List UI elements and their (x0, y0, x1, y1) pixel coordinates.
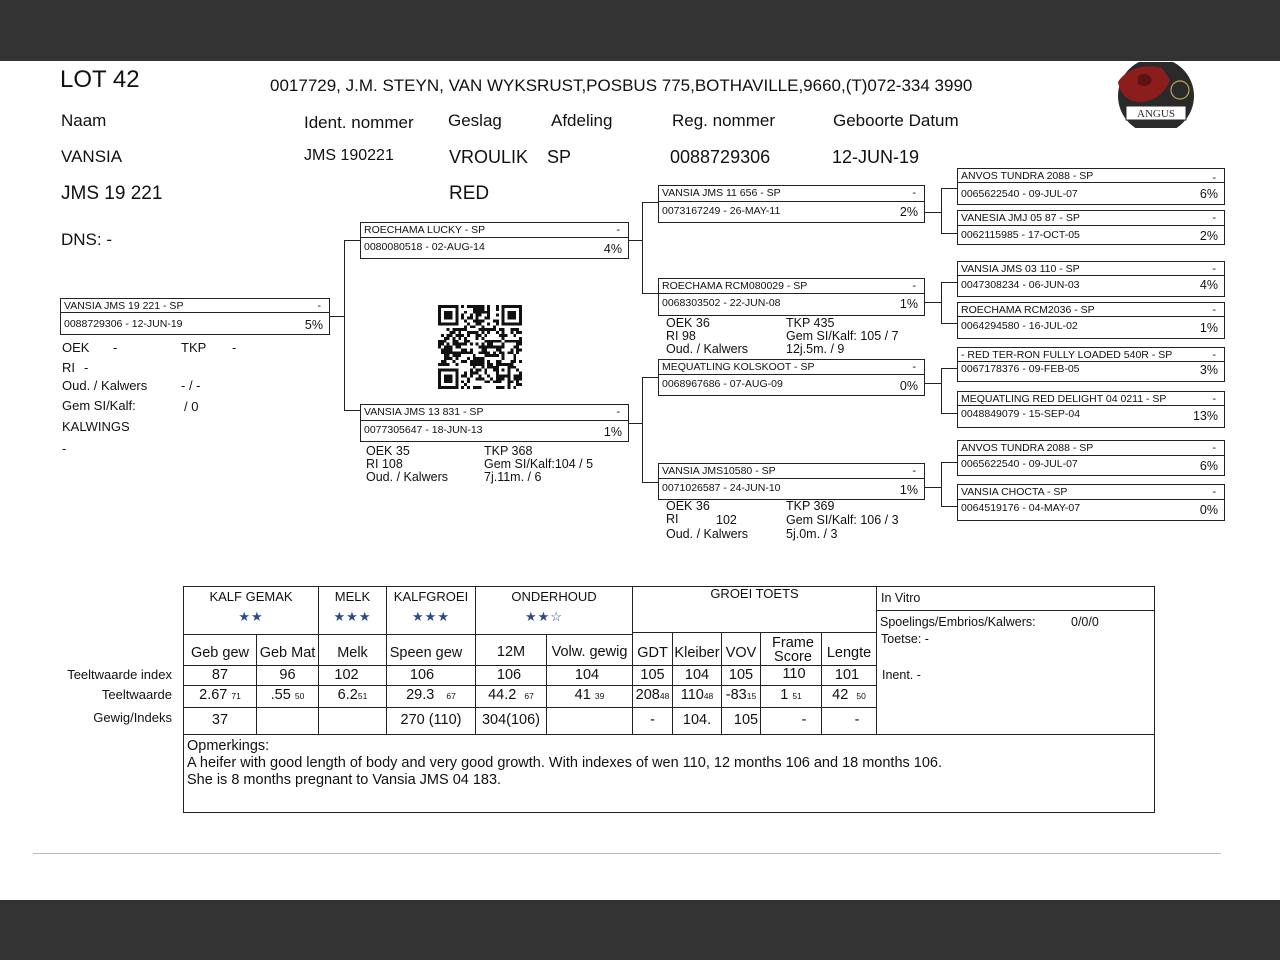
animal-birth: 12-JUN-19 (832, 147, 920, 167)
group-melk: MELK (334, 589, 371, 604)
row-label-teeltwaarde: Teeltwaarde (101, 687, 172, 702)
gp-name: MEQUATLING KOLSKOOT - SP (662, 361, 815, 373)
sire-dash: - (616, 224, 620, 236)
dam-gem: Gem SI/Kalf:104 / 5 (484, 457, 594, 471)
index-cell: 104 (684, 667, 710, 683)
index-cell: 101 (834, 667, 860, 683)
dam-box (360, 404, 629, 442)
gp4-tkp: TKP 369 (786, 499, 835, 513)
animal-reg: 0088729306 (670, 147, 771, 167)
animal-name: VANSIA (61, 147, 123, 166)
subject-ri: - (84, 360, 89, 375)
subject-gem: / 0 (184, 399, 199, 414)
great-grandparent-box (957, 440, 1225, 476)
ggp-name: VANSIA CHOCTA - SP (961, 486, 1068, 498)
ggp-reg: 0064294580 - 16-JUL-02 (961, 320, 1078, 332)
ggp-pct: 4% (1199, 278, 1218, 292)
weight-cell: 105 (733, 712, 759, 728)
footer-divider (33, 853, 1221, 854)
toetse: Toetse: - (881, 632, 929, 646)
bottom-bar (0, 900, 1280, 960)
grandparent-box (658, 463, 925, 500)
stars-onderhoud: ★★☆ (525, 609, 563, 624)
dam-pct: 1% (603, 425, 622, 439)
group-groei-toets: GROEI TOETS (710, 586, 799, 601)
tw-cell: 20848 (635, 687, 670, 703)
subject-gem-label: Gem SI/Kalf: (62, 398, 136, 413)
col-gdt: GDT (637, 645, 668, 661)
subject-oud-label: Oud. / Kalwers (62, 378, 148, 393)
group-kalf-gemak: KALF GEMAK (209, 589, 293, 604)
tw-cell: 29.3 67 (406, 687, 456, 703)
gp-name: VANSIA JMS10580 - SP (662, 465, 776, 477)
stars-melk: ★★★ (333, 609, 372, 624)
index-cell: 104 (574, 667, 600, 683)
logo-text: ANGUS (1137, 108, 1175, 120)
ggp-reg: 0047308234 - 06-JUN-03 (961, 279, 1080, 291)
col-speen-gew: Speen gew (389, 645, 463, 661)
gp-reg: 0068303502 - 22-JUN-08 (662, 297, 781, 309)
subject-name: VANSIA JMS 19 221 - SP (64, 300, 184, 312)
subject-oek-label: OEK (62, 340, 90, 355)
subject-box (60, 298, 330, 335)
gp2-oud-label: Oud. / Kalwers (666, 342, 748, 356)
remarks-line-2: She is 8 months pregnant to Vansia JMS 04 183. (187, 772, 502, 788)
ggp-name: ANVOS TUNDRA 2088 - SP (961, 170, 1094, 182)
gp2-gem: Gem SI/Kalf: 105 / 7 (786, 329, 899, 343)
grandparent-box (658, 185, 925, 223)
grandparent-box (658, 278, 925, 316)
row-label-gewig: Gewig/Indeks (93, 710, 172, 725)
gp2-tkp: TKP 435 (786, 316, 835, 330)
ggp-reg: 0064519176 - 04-MAY-07 (961, 502, 1081, 514)
ggp-dash: - (1212, 349, 1216, 361)
great-grandparent-box (957, 210, 1225, 245)
gp2-oud: 12j.5m. / 9 (786, 342, 845, 356)
gp4-ri-label: RI (666, 512, 679, 526)
col-lengte: Lengte (826, 645, 872, 661)
gp4-oud-label: Oud. / Kalwers (666, 527, 748, 541)
owner-info: 0017729, J.M. STEYN, VAN WYKSRUST,POSBUS 775,BOTHAVILLE,9660,(T)072-334 3990 (270, 76, 973, 95)
gp4-gem: Gem SI/Kalf: 106 / 3 (786, 513, 899, 527)
stars-kalf-gemak: ★★ (238, 609, 264, 624)
gp2-ri: RI 98 (666, 329, 696, 343)
label-reg: Reg. nommer (672, 111, 775, 130)
tw-cell: 6.251 (337, 687, 368, 703)
dns: DNS: - (61, 230, 112, 249)
great-grandparent-box (957, 347, 1225, 382)
gp4-oud: 5j.0m. / 3 (786, 527, 838, 541)
weight-cell: 270 (110) (400, 712, 462, 728)
ggp-name: MEQUATLING RED DELIGHT 04 0211 - SP (961, 393, 1167, 405)
ggp-pct: 6% (1199, 459, 1218, 473)
remarks (187, 738, 942, 789)
weight-cell: - (650, 712, 655, 728)
ggp-pct: 0% (1199, 503, 1218, 517)
gp-reg: 0071026587 - 24-JUN-10 (662, 482, 781, 494)
sire-name: ROECHAMA LUCKY - SP (364, 224, 486, 236)
spoelings-value: 0/0/0 (1071, 615, 1099, 629)
qr-code (436, 305, 524, 389)
ggp-dash: - (1212, 172, 1216, 184)
dam-reg: 0077305647 - 18-JUN-13 (364, 424, 483, 436)
col-volw-gewig: Volw. gewig (551, 644, 628, 660)
col-geb-mat: Geb Mat (259, 645, 316, 661)
gp-pct: 1% (899, 297, 918, 311)
subject-tkp-label: TKP (181, 340, 207, 355)
subject-kalwings-label: KALWINGS (62, 419, 130, 434)
group-onderhoud: ONDERHOUD (511, 589, 597, 604)
ggp-reg: 0065622540 - 09-JUL-07 (961, 458, 1078, 470)
gp4-oek: OEK 36 (666, 499, 710, 513)
gp-name: ROECHAMA RCM080029 - SP (662, 280, 808, 292)
index-cell: 87 (211, 667, 229, 683)
great-grandparent-box (957, 302, 1225, 339)
animal-ident: JMS 190221 (304, 147, 394, 164)
group-kalfgroei: KALFGROEI (393, 589, 469, 604)
spoelings-label: Spoelings/Embrios/Kalwers: (880, 615, 1036, 629)
animal-sex: VROULIK (449, 147, 529, 167)
label-geboorte: Geboorte Datum (833, 111, 959, 130)
tw-cell: 44.2 67 (488, 687, 534, 703)
weight-cell: - (801, 712, 807, 728)
tw-cell: .55 50 (270, 687, 305, 703)
gp-pct: 0% (899, 379, 918, 393)
ggp-pct: 13% (1192, 409, 1218, 423)
tw-cell: 11048 (680, 687, 714, 703)
ggp-dash: - (1212, 263, 1216, 275)
tw-cell: 1 51 (780, 687, 802, 703)
label-geslag: Geslag (448, 111, 502, 130)
col-vov: VOV (725, 645, 757, 661)
col-12m: 12M (496, 644, 526, 660)
index-cell: 105 (640, 667, 665, 683)
ggp-dash: - (1212, 212, 1216, 224)
ggp-name: - RED TER-RON FULLY LOADED 540R - SP (961, 349, 1173, 361)
gp4-ri: 102 (716, 513, 737, 527)
dam-ri: RI 108 (366, 457, 403, 471)
weight-cell: 304(106) (481, 712, 541, 728)
index-cell: 96 (279, 667, 296, 683)
tw-cell: 42 50 (832, 687, 866, 703)
sire-reg: 0080080518 - 02-AUG-14 (364, 241, 485, 253)
label-naam: Naam (61, 111, 107, 130)
inent: Inent. - (882, 668, 921, 682)
ggp-dash: - (1212, 304, 1216, 316)
stars-kalfgroei: ★★★ (412, 609, 450, 624)
weight-cell: 104. (682, 712, 712, 728)
dam-tkp: TKP 368 (484, 444, 533, 458)
ggp-pct: 6% (1199, 187, 1218, 201)
dam-oud-label: Oud. / Kalwers (366, 470, 448, 484)
index-cell: 106 (496, 667, 522, 683)
lot-number: LOT 42 (60, 66, 140, 93)
animal-tag: JMS 19 221 (61, 183, 163, 204)
ggp-dash: - (1212, 486, 1216, 498)
weight-cell: - (854, 712, 860, 728)
great-grandparent-box (957, 168, 1225, 205)
ggp-reg: 0062115985 - 17-OCT-05 (961, 229, 1080, 241)
gp-dash: - (912, 280, 916, 292)
ggp-name: VANESIA JMJ 05 87 - SP (961, 212, 1080, 224)
gp-pct: 1% (899, 483, 918, 497)
subject-kalwings: - (62, 441, 67, 456)
subject-ri-label: RI (62, 360, 75, 375)
tw-cell: -8315 (725, 687, 757, 703)
sire-box (360, 222, 629, 259)
col-melk: Melk (337, 645, 368, 661)
gp-pct: 2% (899, 205, 918, 219)
ggp-pct: 2% (1199, 229, 1218, 243)
sire-pct: 4% (603, 242, 622, 256)
col-kleiber: Kleiber (674, 645, 720, 661)
great-grandparent-box (957, 261, 1225, 297)
ggp-reg: 0065622540 - 09-JUL-07 (961, 188, 1078, 200)
ggp-name: ANVOS TUNDRA 2088 - SP (961, 442, 1094, 454)
ggp-pct: 1% (1199, 321, 1218, 335)
remarks-title: Opmerkings: (187, 738, 270, 754)
animal-colour: RED (449, 183, 490, 204)
ggp-reg: 0048849079 - 15-SEP-04 (961, 408, 1081, 420)
ggp-name: VANSIA JMS 03 110 - SP (961, 263, 1080, 275)
col-geb-gew: Geb gew (190, 645, 250, 661)
label-afdeling: Afdeling (551, 111, 613, 130)
top-bar (0, 0, 1280, 61)
subject-tkp: - (232, 340, 237, 355)
grandparent-box (658, 359, 925, 396)
ggp-pct: 3% (1199, 363, 1218, 377)
remarks-line-1: A heifer with good length of body and very good growth. With indexes of wen 110, 12 months 106 and 18 months 106. (187, 755, 943, 771)
dam-dash: - (616, 406, 620, 418)
dam-name: VANSIA JMS 13 831 - SP (364, 406, 484, 418)
gp-dash: - (912, 465, 916, 477)
tw-cell: 41 39 (574, 687, 605, 703)
gp-dash: - (912, 361, 916, 373)
ggp-dash: - (1212, 393, 1216, 405)
index-cell: 102 (334, 667, 359, 683)
label-ident: Ident. nommer (304, 113, 414, 132)
subject-dash: - (317, 300, 321, 312)
dam-oud: 7j.11m. / 6 (484, 470, 542, 484)
gp-reg: 0073167249 - 26-MAY-11 (662, 205, 781, 217)
col-frame-score: Frame Score (772, 635, 814, 665)
gp2-oek: OEK 36 (666, 316, 710, 330)
dam-oek: OEK 35 (366, 444, 410, 458)
weight-cell: 37 (211, 712, 229, 728)
gp-name: VANSIA JMS 11 656 - SP (662, 187, 781, 199)
in-vitro-label: In Vitro (881, 591, 921, 605)
index-cell: 110 (782, 666, 806, 682)
ggp-name: ROECHAMA RCM2036 - SP (961, 304, 1095, 316)
subject-oek: - (113, 340, 118, 355)
ggp-reg: 0067178376 - 09-FEB-05 (961, 363, 1080, 375)
subject-pct: 5% (304, 318, 323, 332)
tw-cell: 2.67 71 (199, 687, 241, 703)
ggp-dash: - (1212, 442, 1216, 454)
gp-reg: 0068967686 - 07-AUG-09 (662, 378, 783, 390)
row-label-index: Teeltwaarde index (67, 667, 172, 682)
index-cell: 106 (409, 667, 435, 683)
angus-logo (1110, 62, 1196, 128)
great-grandparent-box (957, 484, 1225, 521)
index-cell: 105 (728, 667, 754, 683)
animal-section: SP (547, 147, 572, 167)
great-grandparent-box (957, 391, 1225, 428)
subject-reg: 0088729306 - 12-JUN-19 (64, 318, 183, 330)
gp-dash: - (912, 187, 916, 199)
subject-oud: - / - (181, 378, 201, 393)
